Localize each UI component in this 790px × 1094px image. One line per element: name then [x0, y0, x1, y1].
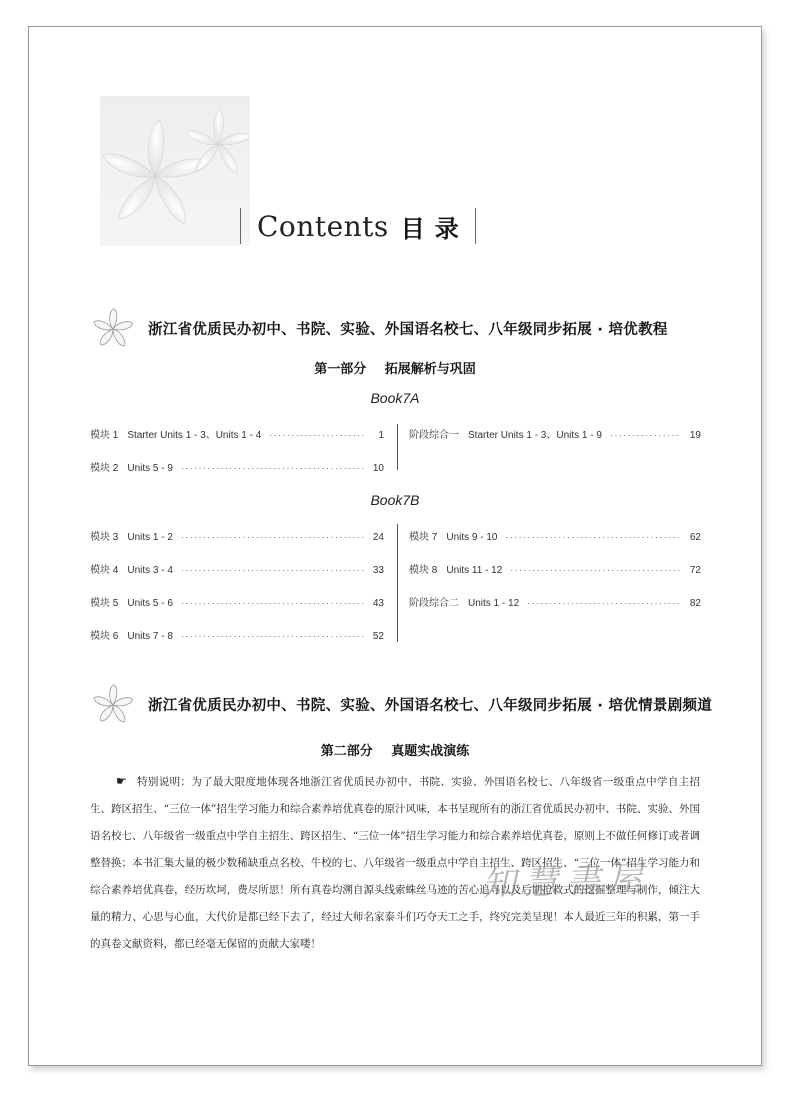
title-divider-right	[475, 208, 476, 244]
part1-heading: 浙江省优质民办初中、书院、实验、外国语名校七、八年级同步拓展 · 培优教程	[148, 322, 668, 338]
page-number: 82	[689, 598, 701, 609]
watermark: 知慧書屋	[481, 859, 651, 905]
toc-row[interactable]: 阶段综合二 Units 1 - 12 ····· 82	[409, 594, 701, 610]
toc-row[interactable]: 模块 2 Units 5 - 9 ····· 10	[90, 459, 384, 475]
page-number: 24	[372, 532, 384, 543]
small-flower-icon	[90, 682, 136, 728]
part2-subtitle: 第二部分 真题实战演练	[320, 744, 470, 759]
book7a-label: Book7A	[370, 390, 420, 406]
toc-row[interactable]: 模块 3 Units 1 - 2 ····· 24	[90, 528, 384, 544]
small-flower-icon	[90, 306, 136, 352]
part1-subtitle: 第一部分 拓展解析与巩固	[314, 362, 476, 377]
part1-header	[88, 306, 708, 352]
toc-row[interactable]: 模块 5 Units 5 - 6 ····· 43	[90, 594, 384, 610]
toc-row[interactable]: 模块 8 Units 11 - 12 ····· 72	[409, 561, 701, 577]
column-divider	[397, 424, 398, 470]
book7a-right-column	[409, 426, 701, 459]
title-english: Contents	[257, 209, 389, 243]
page-number: 52	[372, 631, 384, 642]
pointing-hand-icon: ☛	[116, 774, 127, 788]
note-text: 特别说明：为了最大限度地体现各地浙江省优质民办初中、书院、实验、外国语名校七、八年级省一级重点中学自主招生、跨区招生、“三位一体”招生学习能力和综合素养培优真卷的原汁风味，本书呈现所有的浙江省优质民办初中、书院、实验、外国语名校七、八年级省一级重点中学自主招生、跨区招生、“三位一体”招生学习能力和综合素养培优真卷，原则上不做任何修订或者调整替换；本书汇集大量的极少数稀缺重点名校、牛校的七、八年级省一级重点中学自主招生、跨区招生、“三位一体”招生学习能力和综合素养培优真卷，经历坎坷，费尽所思！所有真卷均溯自源头线索蛛丝马迹的苦心追寻以及后期抢救式的挖掘整理与制作，倾注大量的精力、心思与心血，大代价是都已经下去了，经过大师名家泰斗们巧夺天工之手，终究完美呈现！本人最近三年的积累，第一手的真卷文献资料，都已经毫无保留的贡献大家喽！	[90, 776, 700, 950]
book7a-left-column	[90, 426, 384, 492]
column-divider	[397, 524, 398, 642]
toc-row[interactable]: 模块 6 Units 7 - 8 ····· 52	[90, 627, 384, 643]
page-title	[240, 206, 476, 246]
page-number: 1	[378, 430, 384, 441]
title-divider-left	[240, 208, 241, 244]
toc-row[interactable]: 阶段综合一 Starter Units 1 - 3、Units 1 - 9 ····· 19	[409, 426, 701, 442]
page-number: 10	[372, 463, 384, 474]
page-number: 33	[372, 565, 384, 576]
page-number: 19	[689, 430, 701, 441]
flower-icon	[100, 96, 250, 246]
toc-row[interactable]: 模块 1 Starter Units 1 - 3、Units 1 - 4 ····· 1	[90, 426, 384, 442]
toc-row[interactable]: 模块 4 Units 3 - 4 ····· 33	[90, 561, 384, 577]
title-chinese: 目录	[400, 214, 469, 243]
book7b-label: Book7B	[370, 492, 420, 508]
page-number: 62	[689, 532, 701, 543]
page-number: 72	[689, 565, 701, 576]
part2-heading: 浙江省优质民办初中、书院、实验、外国语名校七、八年级同步拓展 · 培优情景剧频道	[148, 698, 713, 714]
part2-header	[88, 682, 713, 728]
flower-decoration	[100, 96, 250, 246]
page-number: 43	[372, 598, 384, 609]
book7b-left-column	[90, 528, 384, 660]
toc-row[interactable]: 模块 7 Units 9 - 10 ····· 62	[409, 528, 701, 544]
book7b-right-column	[409, 528, 701, 627]
